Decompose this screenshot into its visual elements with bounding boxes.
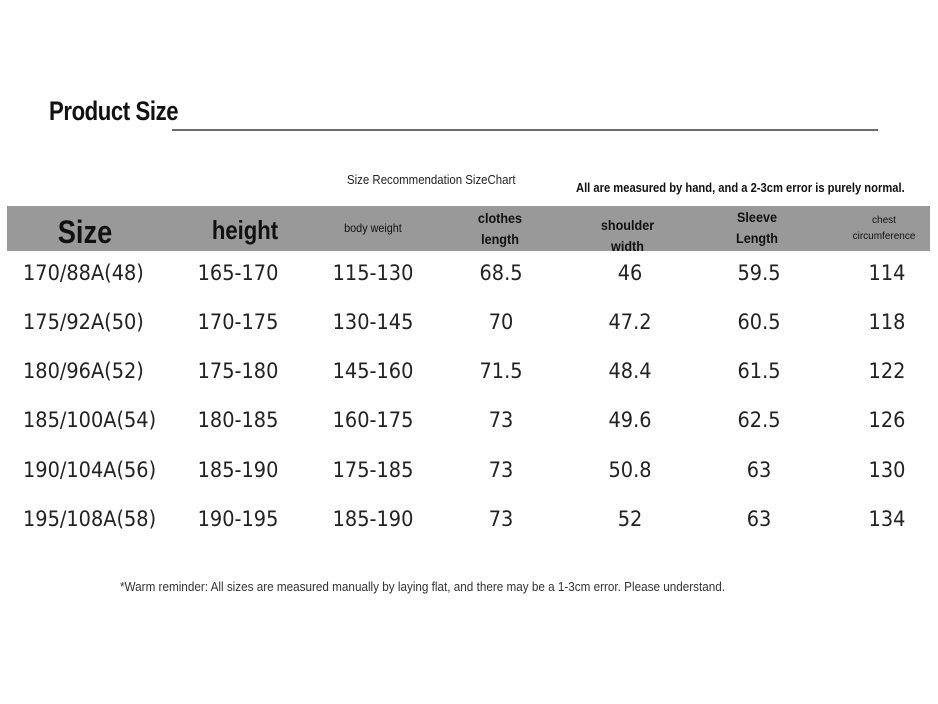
header-sleeve-length-line2: Length (736, 229, 778, 246)
table-cell: 47.2 (608, 310, 652, 334)
header-shoulder-width (585, 213, 671, 258)
table-cell: 175/92A(50) (23, 310, 144, 334)
table-cell: 165-170 (197, 261, 279, 285)
table-cell: 114 (868, 261, 906, 285)
table-cell: 59.5 (737, 261, 781, 285)
table-cell: 49.6 (608, 408, 652, 432)
table-cell: 60.5 (737, 310, 781, 334)
table-cell: 190/104A(56) (23, 458, 157, 482)
table-row (0, 261, 938, 301)
table-cell: 130 (868, 458, 906, 482)
table-row (0, 507, 938, 547)
warm-reminder: *Warm reminder: All sizes are measured manually by laying flat, and there may be a 1-3cm error. Please understand. (120, 579, 725, 594)
table-cell: 48.4 (608, 359, 652, 383)
header-clothes-length (460, 206, 541, 251)
table-cell: 185-190 (332, 507, 414, 531)
table-cell: 73 (488, 408, 514, 432)
table-cell: 190-195 (197, 507, 279, 531)
table-cell: 122 (868, 359, 906, 383)
header-chest-circumference (834, 206, 934, 251)
table-cell: 175-185 (332, 458, 414, 482)
header-sleeve-length (717, 205, 798, 250)
table-cell: 195/108A(58) (23, 507, 157, 531)
table-subtitle: Size Recommendation SizeChart (347, 172, 516, 187)
header-size: Size (57, 214, 113, 251)
table-cell: 70 (488, 310, 514, 334)
table-cell: 50.8 (608, 458, 652, 482)
table-cell: 185/100A(54) (23, 408, 157, 432)
table-cell: 62.5 (737, 408, 781, 432)
table-cell: 73 (488, 507, 514, 531)
measurement-note: All are measured by hand, and a 2-3cm error is purely normal. (576, 180, 905, 195)
header-chest-line2: circumference (852, 230, 916, 242)
table-cell: 130-145 (332, 310, 414, 334)
header-sleeve-length-line1: Sleeve (737, 209, 777, 226)
table-cell: 71.5 (479, 359, 523, 383)
table-cell: 115-130 (332, 261, 414, 285)
table-cell: 61.5 (737, 359, 781, 383)
table-row (0, 310, 938, 350)
table-cell: 68.5 (479, 261, 523, 285)
table-cell: 170/88A(48) (23, 261, 144, 285)
table-cell: 145-160 (332, 359, 414, 383)
title-divider (172, 129, 878, 131)
table-cell: 63 (746, 458, 772, 482)
header-shoulder-width-line2: width (611, 237, 644, 254)
table-cell: 126 (868, 408, 906, 432)
table-cell: 46 (617, 261, 643, 285)
table-cell: 175-180 (197, 359, 279, 383)
header-body-weight: body weight (344, 220, 402, 235)
table-cell: 134 (868, 507, 906, 531)
table-cell: 52 (617, 507, 643, 531)
table-cell: 185-190 (197, 458, 279, 482)
table-cell: 180/96A(52) (23, 359, 144, 383)
header-shoulder-width-line1: shoulder (600, 217, 655, 234)
table-row (0, 408, 938, 448)
table-row (0, 458, 938, 498)
table-cell: 73 (488, 458, 514, 482)
page-title: Product Size (49, 96, 179, 126)
table-row (0, 359, 938, 399)
table-cell: 118 (868, 310, 906, 334)
header-clothes-length-line1: clothes (477, 210, 523, 227)
header-height: height (211, 214, 279, 245)
table-cell: 180-185 (197, 408, 279, 432)
table-cell: 170-175 (197, 310, 279, 334)
header-chest-line1: chest (872, 214, 896, 226)
table-cell: 160-175 (332, 408, 414, 432)
header-clothes-length-line2: length (481, 230, 519, 247)
table-cell: 63 (746, 507, 772, 531)
